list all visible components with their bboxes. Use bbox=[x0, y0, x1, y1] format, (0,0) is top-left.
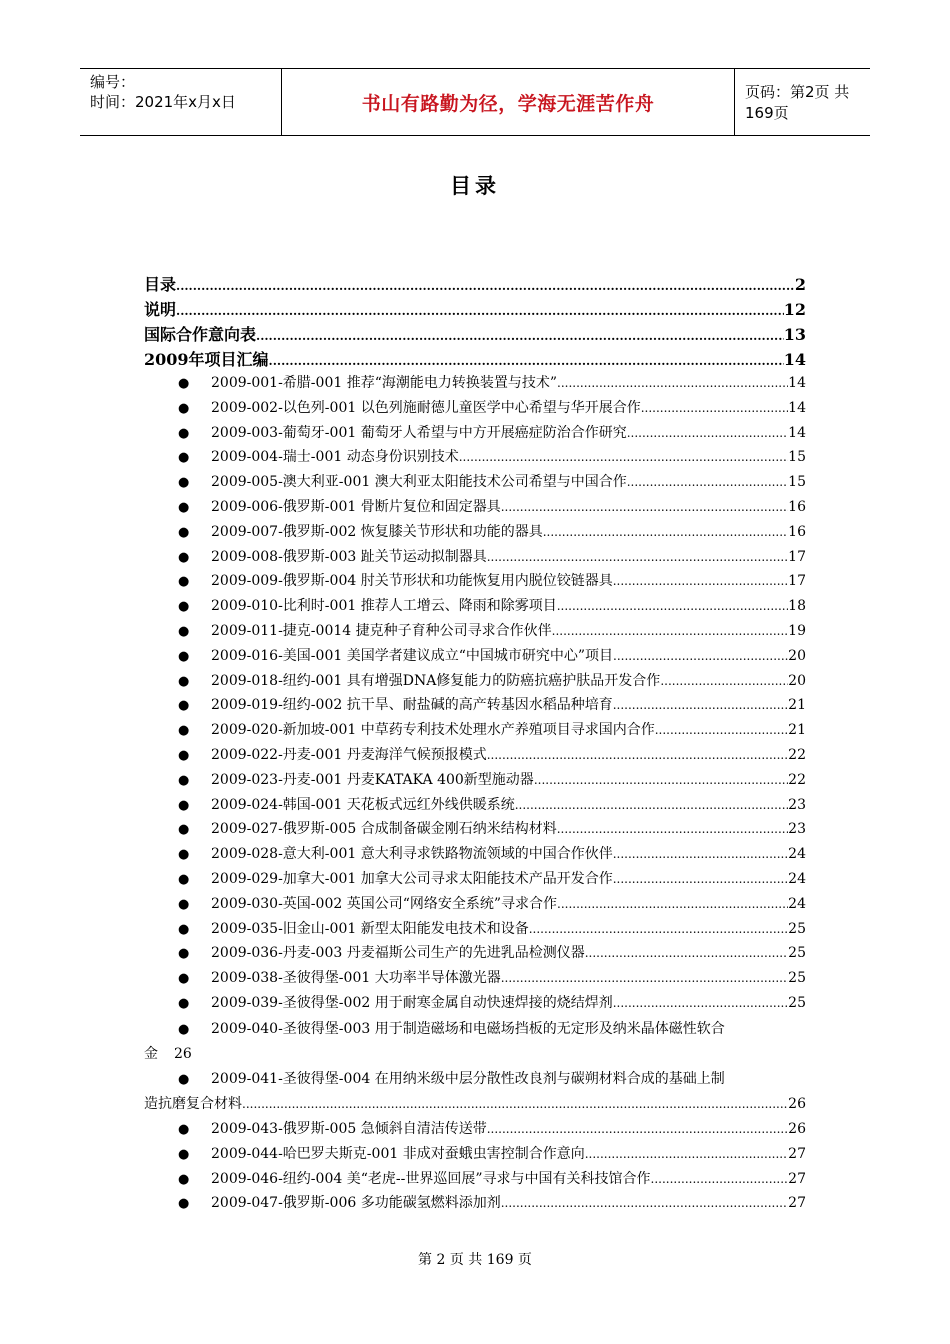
toc-subentry-page: 20 bbox=[788, 647, 806, 664]
toc-subentry-page: 14 bbox=[788, 375, 806, 391]
toc-leader bbox=[487, 748, 788, 762]
toc-subentry-page: 17 bbox=[788, 548, 806, 565]
page-title: 目录 bbox=[450, 174, 500, 198]
bullet-icon: ● bbox=[178, 450, 190, 466]
toc-leader bbox=[613, 574, 788, 588]
header-page-info: 页码：第2页 共169页 bbox=[745, 83, 850, 122]
toc-entry[interactable] bbox=[144, 322, 806, 347]
toc-subentry-title: 2009-041-圣彼得堡-004 在用纳米级中层分散性改良剂与碳朔材料合成的基础上制 bbox=[211, 1071, 725, 1088]
bullet-icon: ● bbox=[178, 698, 190, 714]
toc-subentry[interactable] bbox=[144, 1192, 806, 1217]
table-of-contents bbox=[144, 272, 806, 1217]
toc-entry-title: 说明 bbox=[144, 300, 177, 319]
toc-subentry[interactable] bbox=[144, 769, 806, 794]
toc-subentry-title: 2009-007-俄罗斯-002 恢复膝关节形状和功能的器具 bbox=[211, 523, 543, 540]
toc-subentry-page: 24 bbox=[788, 846, 806, 863]
toc-subentry[interactable] bbox=[144, 372, 806, 397]
toc-subentry-page: 17 bbox=[788, 573, 806, 590]
toc-subentry-title: 2009-035-旧金山-001 新型太阳能发电技术和设备 bbox=[211, 920, 529, 937]
toc-leader bbox=[459, 450, 788, 464]
toc-subentry-page: 26 bbox=[788, 1120, 806, 1137]
toc-subentry-page: 16 bbox=[788, 523, 806, 540]
bullet-icon: ● bbox=[178, 549, 190, 565]
toc-subentry-page: 25 bbox=[788, 945, 806, 962]
bullet-icon: ● bbox=[178, 499, 190, 515]
toc-subentry-title: 2009-047-俄罗斯-006 多功能碳氢燃料添加剂 bbox=[211, 1195, 501, 1212]
toc-subentry[interactable] bbox=[144, 942, 806, 967]
toc-leader bbox=[641, 401, 788, 415]
toc-subentry[interactable] bbox=[144, 471, 806, 496]
toc-subentry[interactable] bbox=[144, 521, 806, 546]
toc-subentry[interactable] bbox=[144, 868, 806, 893]
toc-subentry[interactable] bbox=[144, 496, 806, 521]
header-meta bbox=[80, 69, 282, 135]
toc-leader bbox=[613, 996, 788, 1010]
bullet-icon: ● bbox=[178, 475, 190, 491]
toc-subentry-page: 23 bbox=[788, 821, 806, 838]
bullet-icon: ● bbox=[178, 995, 190, 1011]
page-footer: 第 2 页 共 169 页 bbox=[418, 1252, 532, 1268]
toc-subentry[interactable] bbox=[144, 422, 806, 447]
bullet-icon: ● bbox=[178, 1072, 190, 1088]
toc-subentry[interactable] bbox=[144, 992, 806, 1017]
header-motto: 书山有路勤为径，学海无涯苦作舟 bbox=[282, 69, 735, 135]
toc-subentry[interactable] bbox=[144, 719, 806, 744]
toc-subentry[interactable] bbox=[144, 694, 806, 719]
toc-subentry[interactable] bbox=[144, 1118, 806, 1143]
toc-entry-page: 13 bbox=[783, 325, 806, 344]
toc-subentry-page: 21 bbox=[788, 697, 806, 714]
bullet-icon: ● bbox=[178, 400, 190, 416]
toc-leader bbox=[543, 525, 788, 539]
bullet-icon: ● bbox=[178, 623, 190, 639]
toc-subentry-title: 2009-019-纽约-002 抗干旱、耐盐碱的高产转基因水稻品种培育 bbox=[211, 697, 613, 714]
bullet-icon: ● bbox=[178, 524, 190, 540]
toc-subentry-title: 2009-040-圣彼得堡-003 用于制造磁场和电磁场挡板的无定形及纳米晶体磁性软合 bbox=[211, 1020, 725, 1037]
toc-subentry-title: 2009-016-美国-001 美国学者建议成立“中国城市研究中心”项目 bbox=[211, 647, 614, 664]
toc-leader bbox=[534, 773, 788, 787]
toc-subentry-page: 19 bbox=[788, 622, 806, 639]
toc-subentry-title: 2009-005-澳大利亚-001 澳大利亚太阳能技术公司希望与中国合作 bbox=[211, 474, 627, 491]
toc-leader bbox=[501, 971, 788, 985]
toc-leader bbox=[176, 279, 795, 293]
toc-subentry-page: 16 bbox=[788, 498, 806, 515]
toc-subentry-title: 2009-046-纽约-004 美“老虎--世界巡回展”寻求与中国有关科技馆合作 bbox=[211, 1170, 651, 1187]
toc-subentry-title-line1 bbox=[144, 1017, 806, 1043]
toc-leader bbox=[557, 897, 788, 911]
toc-leader bbox=[242, 1097, 788, 1111]
toc-subentry[interactable] bbox=[144, 670, 806, 695]
toc-subentry-page: 23 bbox=[788, 796, 806, 813]
toc-leader bbox=[613, 847, 788, 861]
toc-entry-page: 14 bbox=[783, 350, 806, 369]
toc-subentry-page: 27 bbox=[788, 1195, 806, 1212]
toc-leader bbox=[557, 822, 788, 836]
toc-subentry-title: 2009-024-韩国-001 天花板式远红外线供暖系统 bbox=[211, 796, 515, 813]
toc-subentry[interactable] bbox=[144, 794, 806, 819]
toc-subentry-page: 20 bbox=[788, 672, 806, 689]
toc-entry[interactable] bbox=[144, 297, 806, 322]
toc-subentry[interactable] bbox=[144, 918, 806, 943]
toc-subentry-page: 21 bbox=[788, 722, 806, 739]
toc-leader bbox=[256, 329, 784, 343]
toc-subentry-title: 2009-029-加拿大-001 加拿大公司寻求太阳能技术产品开发合作 bbox=[211, 870, 613, 887]
toc-subentry-title-cont: 造抗磨复合材料 bbox=[144, 1096, 242, 1113]
toc-subentry-page: 14 bbox=[788, 399, 806, 416]
toc-leader bbox=[529, 922, 788, 936]
header-number-label: 编号： bbox=[90, 73, 136, 91]
toc-entry[interactable] bbox=[144, 272, 806, 297]
bullet-icon: ● bbox=[178, 1146, 190, 1162]
bullet-icon: ● bbox=[178, 723, 190, 739]
toc-leader bbox=[627, 426, 788, 440]
toc-subentry-title: 2009-004-瑞士-001 动态身份识别技术 bbox=[211, 449, 459, 466]
toc-leader bbox=[585, 946, 788, 960]
bullet-icon: ● bbox=[178, 896, 190, 912]
bullet-icon: ● bbox=[178, 673, 190, 689]
toc-entry-title: 目录 bbox=[144, 275, 177, 294]
document-header bbox=[80, 68, 870, 136]
bullet-icon: ● bbox=[178, 747, 190, 763]
toc-subentry[interactable] bbox=[144, 893, 806, 918]
toc-subentry-title: 2009-009-俄罗斯-004 肘关节形状和功能恢复用内脱位铰链器具 bbox=[211, 573, 613, 590]
toc-subentry-title-cont: 金 bbox=[144, 1045, 158, 1062]
toc-subentry[interactable] bbox=[144, 570, 806, 595]
toc-subentry-title-line2 bbox=[144, 1043, 806, 1068]
toc-subentry-page: 18 bbox=[788, 598, 806, 615]
toc-subentry-title: 2009-036-丹麦-003 丹麦福斯公司生产的先进乳品检测仪器 bbox=[211, 945, 585, 962]
toc-leader bbox=[613, 698, 788, 712]
toc-leader bbox=[487, 1122, 788, 1136]
bullet-icon: ● bbox=[178, 921, 190, 937]
toc-subentry-page: 15 bbox=[788, 449, 806, 466]
toc-subentry[interactable] bbox=[144, 645, 806, 670]
toc-subentry-page: 25 bbox=[788, 994, 806, 1011]
toc-subentry-title-line1 bbox=[144, 1067, 806, 1093]
toc-subentry-title: 2009-020-新加坡-001 中草药专利技术处理水产养殖项目寻求国内合作 bbox=[211, 722, 655, 739]
toc-subentry-page: 27 bbox=[788, 1145, 806, 1162]
toc-subentry-title: 2009-022-丹麦-001 丹麦海洋气候预报模式 bbox=[211, 746, 487, 763]
toc-leader bbox=[655, 723, 788, 737]
toc-subentry-title: 2009-008-俄罗斯-003 趾关节运动拟制器具 bbox=[211, 548, 487, 565]
toc-subentry[interactable] bbox=[144, 1143, 806, 1168]
header-time-label: 时间：2021年x月x日 bbox=[90, 93, 236, 111]
bullet-icon: ● bbox=[178, 1121, 190, 1137]
toc-subentry-wrapped[interactable] bbox=[144, 1017, 806, 1068]
bullet-icon: ● bbox=[178, 425, 190, 441]
toc-subentry[interactable] bbox=[144, 397, 806, 422]
bullet-icon: ● bbox=[178, 871, 190, 887]
toc-entry-page: 2 bbox=[794, 275, 806, 294]
toc-subentry[interactable] bbox=[144, 595, 806, 620]
toc-subentry-page: 27 bbox=[788, 1170, 806, 1187]
bullet-icon: ● bbox=[178, 946, 190, 962]
toc-subentry-title: 2009-006-俄罗斯-001 骨断片复位和固定器具 bbox=[211, 498, 501, 515]
toc-subentry-title: 2009-038-圣彼得堡-001 大功率半导体激光器 bbox=[211, 970, 501, 987]
bullet-icon: ● bbox=[178, 971, 190, 987]
bullet-icon: ● bbox=[178, 1171, 190, 1187]
toc-subentry-title: 2009-028-意大利-001 意大利寻求铁路物流领域的中国合作伙伴 bbox=[211, 846, 613, 863]
toc-leader bbox=[269, 354, 784, 368]
toc-leader bbox=[176, 304, 784, 318]
toc-subentry[interactable] bbox=[144, 818, 806, 843]
toc-subentry-page: 26 bbox=[174, 1045, 192, 1062]
toc-subentry-title-line2 bbox=[144, 1093, 806, 1118]
toc-subentry-title: 2009-011-捷克-0014 捷克种子育种公司寻求合作伙伴 bbox=[211, 622, 552, 639]
toc-subentry-title: 2009-023-丹麦-001 丹麦KATAKA 400新型施动器 bbox=[211, 771, 534, 788]
toc-subentry[interactable] bbox=[144, 843, 806, 868]
bullet-icon: ● bbox=[178, 376, 190, 391]
toc-subentry-page: 15 bbox=[788, 474, 806, 491]
toc-entry-title: 2009年项目汇编 bbox=[144, 350, 269, 369]
toc-subentry-title: 2009-010-比利时-001 推荐人工增云、降雨和除雾项目 bbox=[211, 598, 557, 615]
toc-entry-page: 12 bbox=[783, 300, 806, 319]
toc-leader bbox=[487, 550, 788, 564]
toc-leader bbox=[515, 798, 788, 812]
bullet-icon: ● bbox=[178, 797, 190, 813]
toc-subentry-title: 2009-002-以色列-001 以色列施耐德儿童医学中心希望与华开展合作 bbox=[211, 399, 641, 416]
bullet-icon: ● bbox=[178, 822, 190, 838]
toc-leader bbox=[557, 376, 788, 390]
toc-subentry[interactable] bbox=[144, 1168, 806, 1193]
toc-subentry-page: 24 bbox=[788, 870, 806, 887]
toc-subentry[interactable] bbox=[144, 744, 806, 769]
toc-subentry-title: 2009-039-圣彼得堡-002 用于耐寒金属自动快速焊接的烧结焊剂 bbox=[211, 994, 613, 1011]
toc-subentry-wrapped[interactable] bbox=[144, 1067, 806, 1118]
toc-subentry-page: 14 bbox=[788, 424, 806, 441]
toc-subentry-page: 22 bbox=[788, 771, 806, 788]
toc-subentry-title: 2009-044-哈巴罗夫斯克-001 非成对蚕蛾虫害控制合作意向 bbox=[211, 1145, 585, 1162]
toc-subentry[interactable] bbox=[144, 967, 806, 992]
toc-leader bbox=[557, 599, 788, 613]
toc-subentry-page: 25 bbox=[788, 970, 806, 987]
toc-leader bbox=[627, 475, 788, 489]
bullet-icon: ● bbox=[178, 1196, 190, 1212]
toc-entry[interactable] bbox=[144, 347, 806, 372]
bullet-icon: ● bbox=[178, 648, 190, 664]
toc-leader bbox=[501, 500, 788, 514]
bullet-icon: ● bbox=[178, 599, 190, 615]
bullet-icon: ● bbox=[178, 574, 190, 590]
toc-subentry[interactable] bbox=[144, 620, 806, 645]
toc-leader bbox=[660, 674, 788, 688]
toc-subentry-title: 2009-027-俄罗斯-005 合成制备碳金刚石纳米结构材料 bbox=[211, 821, 557, 838]
toc-subentry-page: 22 bbox=[788, 746, 806, 763]
toc-leader bbox=[613, 649, 788, 663]
toc-subentry[interactable] bbox=[144, 446, 806, 471]
bullet-icon: ● bbox=[178, 1021, 190, 1037]
toc-subentry[interactable] bbox=[144, 546, 806, 571]
toc-leader bbox=[501, 1196, 788, 1210]
toc-subentry-page: 25 bbox=[788, 920, 806, 937]
toc-subentry-title: 2009-001-希腊-001 推荐“海潮能电力转换装置与技术” bbox=[211, 375, 558, 391]
toc-subentry-title: 2009-030-英国-002 英国公司“网络安全系统”寻求合作 bbox=[211, 895, 558, 912]
bullet-icon: ● bbox=[178, 847, 190, 863]
toc-subentry-title: 2009-003-葡萄牙-001 葡萄牙人希望与中方开展癌症防治合作研究 bbox=[211, 424, 627, 441]
toc-subentry-title: 2009-043-俄罗斯-005 急倾斜自清洁传送带 bbox=[211, 1120, 487, 1137]
toc-leader bbox=[585, 1147, 788, 1161]
toc-entry-title: 国际合作意向表 bbox=[144, 325, 257, 344]
toc-subentry-page: 24 bbox=[788, 895, 806, 912]
toc-leader bbox=[613, 872, 788, 886]
toc-leader bbox=[651, 1172, 789, 1186]
toc-leader bbox=[552, 624, 789, 638]
toc-subentry-page: 26 bbox=[788, 1096, 806, 1113]
toc-subentry-title: 2009-018-纽约-001 具有增强DNA修复能力的防癌抗癌护肤品开发合作 bbox=[211, 672, 661, 689]
bullet-icon: ● bbox=[178, 772, 190, 788]
